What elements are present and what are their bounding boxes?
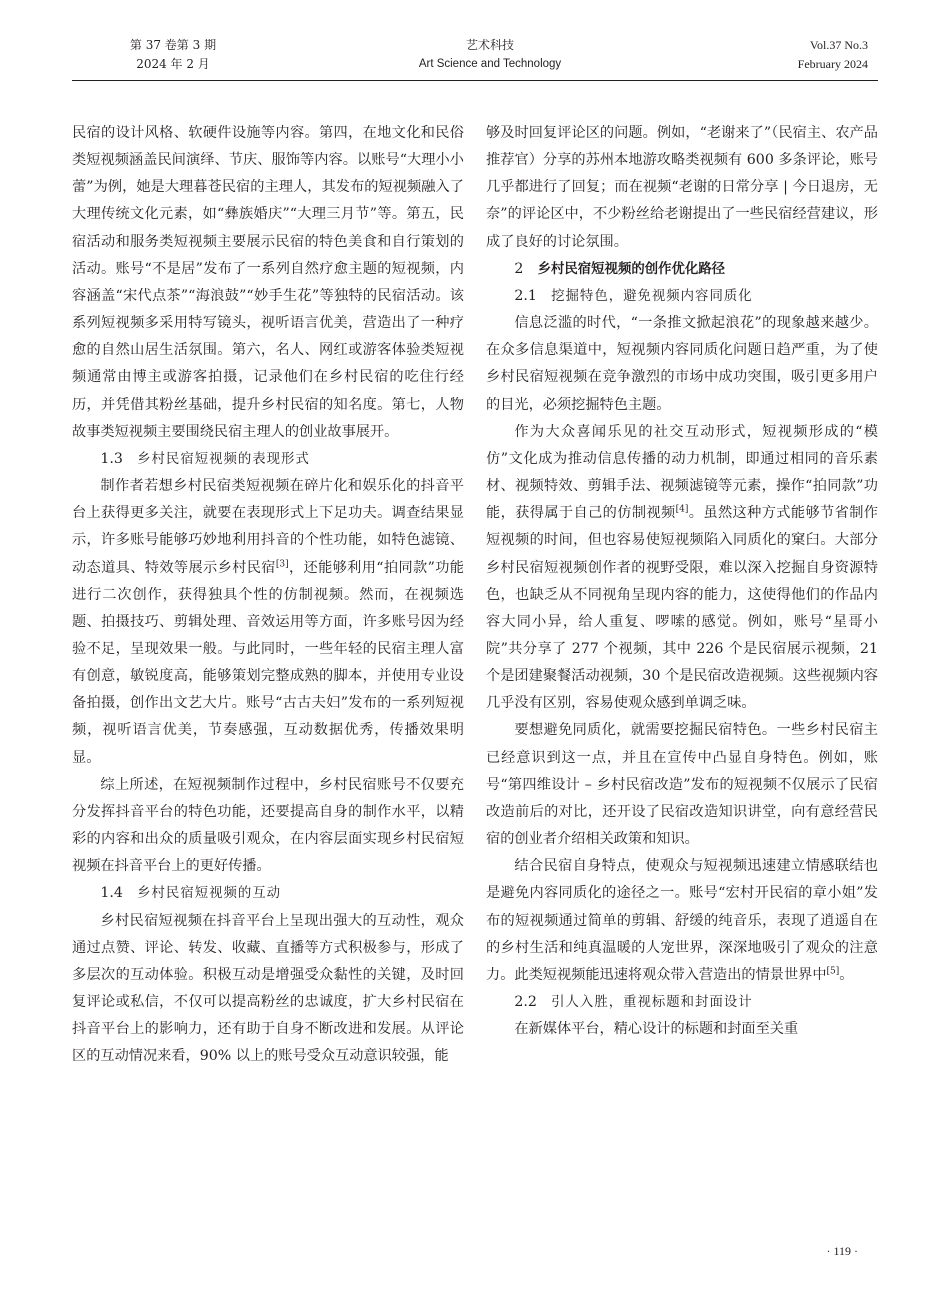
journal-title-en: Art Science and Technology [418,58,562,70]
journal-title-cn: 艺术科技 [465,38,514,52]
section-title: 引人入胜，重视标题和封面设计 [551,995,753,1010]
header-journal [370,36,610,74]
paragraph: 结合民宿自身特点，使观众与短视频迅速建立情感联结也是避免内容同质化的途径之一。账号“宏村开民宿的章小姐”发布的短视频通过简单的剪辑、舒缓的纯音乐，表现了逍遥自在的乡村生活和纯真温暖的人宠世界，深深地吸引了观众的注意力。此类短视频能迅速将观众带入营造出的情景世界中[5]。 [486,858,878,983]
section-heading-2-1 [486,283,878,310]
section-title: 挖掘特色，避免视频内容同质化 [551,288,753,304]
citation-ref: [4] [675,504,689,515]
volume-issue-cn: 第 37 卷第 3 期 [129,38,217,52]
section-number: 2.1 [514,287,537,304]
paragraph: 民宿的设计风格、软硬件设施等内容。第四，在地文化和民俗类短视频涵盖民间演绎、节庆、服饰等内容。以账号“大理小小蕾”为例，她是大理暮苍民宿的主理人，其发布的短视频融入了大理传统文化元素，如“彝族婚庆”“大理三月节”等。第五，民宿活动和服务类短视频主要展示民宿的特色美食和自行策划的活动。账号“不是居”发布了一系列自然疗愈主题的短视频，内容涵盖“宋代点茶”“海浪鼓”“妙手生花”等独特的民宿活动。该系列短视频多采用特写镜头，视听语言优美，营造出了一种疗愈的自然山居生活氛围。第六，名人、网红或游客体验类短视频通常由博主或游客拍摄，记录他们在乡村民宿的吃住行经历，并凭借其粉丝基础，提升乡村民宿的知名度。第七，人物故事类短视频主要围绕民宿主理人的创业故事展开。 [72,125,464,440]
paragraph: 够及时回复评论区的问题。例如，“老谢来了”（民宿主、农产品推荐官）分享的苏州本地游攻略类视频有 600 多条评论，账号几乎都进行了回复；而在视频“老谢的日常分享 | 今日退房，无奈”的评论区中，不少粉丝给老谢提出了一些民宿经营建议，形成了良好的讨论氛围。 [486,125,878,250]
section-number: 2.2 [514,994,537,1010]
page-header [0,0,950,84]
section-title: 乡村民宿短视频的互动 [137,886,282,902]
header-rule [72,80,878,81]
section-heading-2 [486,256,878,283]
section-heading-2-2 [486,989,878,1016]
page-number: · 119 · [826,1244,858,1258]
section-heading-1-4 [72,880,464,907]
date-cn: 2024 年 2 月 [136,57,210,71]
right-column [486,120,878,1043]
left-column [72,120,464,1070]
paragraph: 乡村民宿短视频在抖音平台上呈现出强大的互动性，观众通过点赞、评论、转发、收藏、直播等方式积极参与，形成了多层次的互动体验。积极互动是增强受众黏性的关键，及时回复评论或私信，不仅可以提高粉丝的忠诚度，扩大乡村民宿在抖音平台上的影响力，还有助于自身不断改进和发展。从评论区的互动情况来看，90% 以上的账号受众互动意识较强，能 [72,912,464,1065]
section-number: 1.4 [100,885,123,902]
paragraph: 信息泛滥的时代，“一条推文掀起浪花”的现象越来越少。在众多信息渠道中，短视频内容同质化问题日趋严重，为了使乡村民宿短视频在竞争激烈的市场中成功突围，吸引更多用户的目光，必须挖掘特色主题。 [486,315,878,413]
section-title: 乡村民宿短视频的表现形式 [137,451,310,467]
section-title: 乡村民宿短视频的创作优化路径 [537,261,726,277]
section-number: 2 [514,260,524,277]
paragraph: 要想避免同质化，就需要挖掘民宿特色。一些乡村民宿主已经意识到这一点，并且在宣传中凸显自身特色。例如，账号“第四维设计 – 乡村民宿改造”发布的短视频不仅展示了民宿改造前后的对比，还开设了民宿改造知识讲堂，向有意经营民宿的创业者介绍相关政策和知识。 [486,722,878,848]
header-volume-en [748,36,868,74]
paragraph: 作为大众喜闻乐见的社交互动形式，短视频形成的“模仿”文化成为推动信息传播的动力机制，即通过相同的音乐素材、视频特效、剪辑手法、视频滤镜等元素，操作“拍同款”功能，获得属于自己的仿制视频[4]。虽然这种方式能够节省制作短视频的时间，但也容易使短视频陷入同质化的窠臼。大部分乡村民宿短视频创作者的视野受限，难以深入挖掘自身资源特色，也缺乏从不同视角呈现内容的能力，这使得他们的作品内容大同小异，给人重复、啰嗦的感觉。例如，账号“星哥小院”共分享了 277 个视频，其中 226 个是民宿展示视频，21 个是团建聚餐活动视频，30 个是民宿改造视频。这些视频内容几乎没有区别，容易使观众感到单调乏味。 [486,423,878,712]
section-number: 1.3 [100,450,123,467]
citation-ref: [3] [275,558,289,569]
volume-issue-en: Vol.37 No.3 [809,38,868,52]
paragraph: 制作者若想乡村民宿类短视频在碎片化和娱乐化的抖音平台上获得更多关注，就要在表现形式上下足功夫。调查结果显示，许多账号能够巧妙地利用抖音的个性功能，如特色滤镜、动态道具、特效等展示乡村民宿[3]，还能够利用“拍同款”功能进行二次创作，获得独具个性的仿制视频。然而，在视频选题、拍摄技巧、剪辑处理、音效运用等方面，许多账号因为经验不足，呈现效果一般。与此同时，一些年轻的民宿主理人富有创意，敏锐度高，能够策划完整成熟的脚本，并使用专业设备拍摄，创作出文艺大片。账号“古古夫妇”发布的一系列短视频，视听语言优美，节奏感强，互动数据优秀，传播效果明显。 [72,478,464,766]
section-heading-1-3 [72,446,464,473]
citation-ref: [5] [826,966,840,977]
paragraph: 在新媒体平台，精心设计的标题和封面至关重 [514,1021,799,1038]
paragraph: 综上所述，在短视频制作过程中，乡村民宿账号不仅要充分发挥抖音平台的特色功能，还要提高自身的制作水平，以精彩的内容和出众的质量吸引观众，在内容层面实现乡村民宿短视频在抖音平台上的更好传播。 [72,776,464,875]
header-volume-cn [118,36,228,74]
date-en: February 2024 [797,57,868,71]
